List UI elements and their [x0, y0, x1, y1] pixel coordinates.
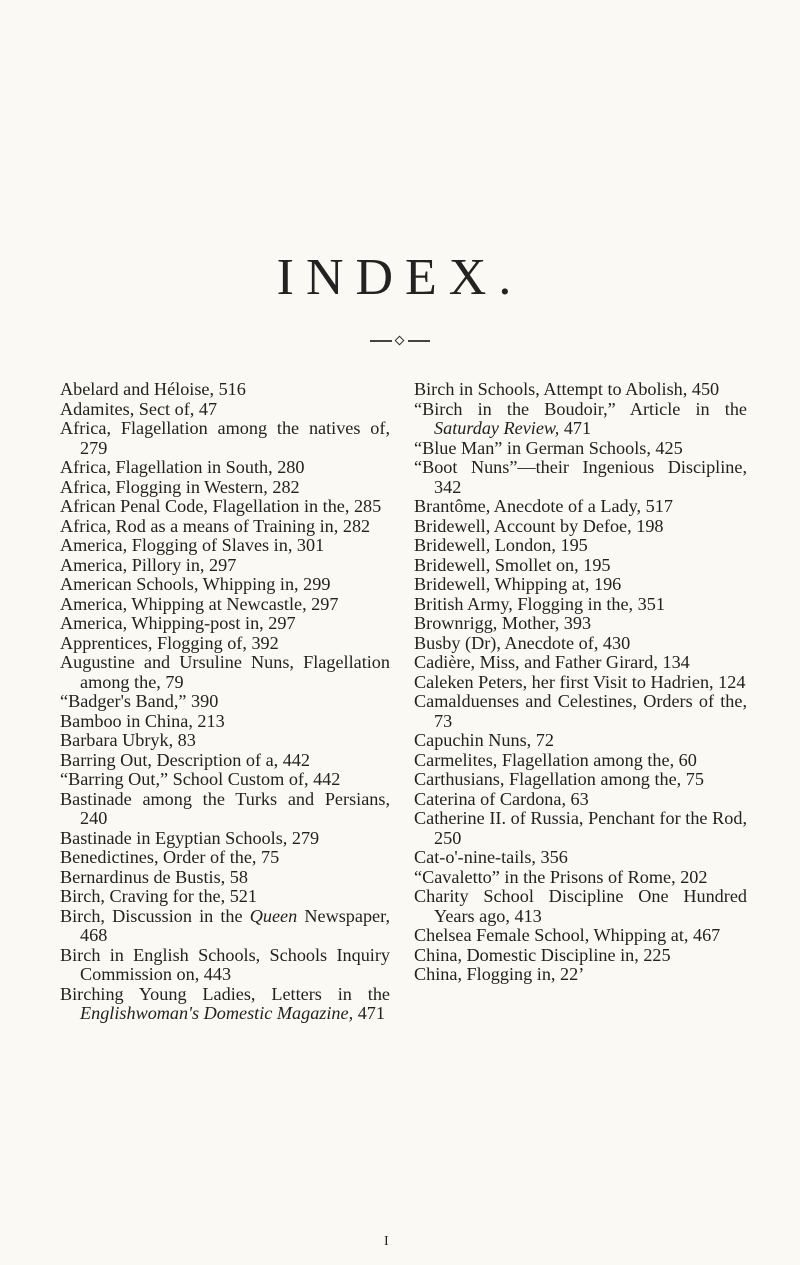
entry-text: Birch, Discussion in the: [60, 905, 250, 926]
index-entry: Augustine and Ursuline Nuns, Flagellation among the, 79: [60, 652, 390, 692]
index-column-left: [60, 380, 390, 1024]
index-entry: British Army, Flogging in the, 351: [414, 593, 665, 614]
entry-page-ref: 471: [559, 418, 592, 438]
index-entry: [60, 907, 390, 946]
index-entry: Bridewell, Smollet on, 195: [414, 554, 611, 575]
page-title: INDEX.: [276, 249, 524, 306]
index-entry: African Penal Code, Flagellation in the, 285: [60, 496, 382, 516]
index-entry: Chelsea Female School, Whipping at, 467: [414, 925, 721, 945]
index-entry: Catherine II. of Russia, Penchant for the Rod, 250: [414, 808, 747, 848]
index-entry: Bamboo in China, 213: [60, 710, 225, 731]
index-entry: America, Whipping-post in, 297: [60, 613, 296, 633]
entry-page-ref: 471: [353, 1003, 385, 1023]
index-entry: Bridewell, Account by Defoe, 198: [414, 515, 664, 536]
index-entry: Caterina of Cardona, 63: [414, 788, 589, 809]
index-entry: Busby (Dr), Anecdote of, 430: [414, 632, 631, 653]
index-entry: Cadière, Miss, and Father Girard, 134: [414, 652, 690, 672]
index-entry: Africa, Flogging in Western, 282: [60, 476, 300, 497]
index-entry: Africa, Rod as a means of Training in, 282: [60, 515, 371, 536]
index-entry: Africa, Flagellation among the natives of, 279: [60, 418, 390, 458]
index-entry: Carmelites, Flagellation among the, 60: [414, 749, 697, 770]
index-entry: Benedictines, Order of the, 75: [60, 847, 280, 867]
index-entry: “Boot Nuns”—their Ingenious Discipline, 342: [414, 457, 747, 497]
ornament-diamond-icon: [395, 336, 405, 346]
index-entry: Birch in English Schools, Schools Inquiry Commission on, 443: [60, 944, 390, 984]
entry-text: Birching Young Ladies, Letters in the: [60, 983, 390, 1004]
index-entry: Barring Out, Description of a, 442: [60, 749, 311, 770]
ornament-rule-right: [408, 340, 430, 342]
index-entry: “Blue Man” in German Schools, 425: [414, 437, 683, 458]
index-entry: Bernardinus de Bustis, 58: [60, 866, 248, 887]
index-entry: America, Whipping at Newcastle, 297: [60, 593, 339, 614]
index-entry: Bridewell, London, 195: [414, 535, 588, 555]
entry-publication-title: Englishwoman's Domestic Magazine,: [80, 1003, 354, 1023]
entry-publication-title: Queen: [249, 905, 298, 926]
index-entry: Africa, Flagellation in South, 280: [60, 457, 305, 477]
index-entry: Cat-o'-nine-tails, 356: [414, 847, 568, 867]
index-entry: Bridewell, Whipping at, 196: [414, 574, 622, 594]
index-entry: America, Pillory in, 297: [60, 554, 237, 575]
index-entry: Charity School Discipline One Hundred Years ago, 413: [414, 886, 747, 926]
index-entry: Brownrigg, Mother, 393: [414, 613, 592, 633]
index-entry: “Barring Out,” School Custom of, 442: [60, 769, 341, 789]
index-entry: [414, 400, 747, 439]
ornament-rule-left: [370, 340, 392, 342]
index-entry: Camalduenses and Celestines, Orders of the, 73: [414, 691, 747, 731]
index-entry: Bastinade in Egyptian Schools, 279: [60, 827, 320, 848]
index-entry: “Cavaletto” in the Prisons of Rome, 202: [414, 866, 708, 887]
title-ornament: [370, 336, 430, 346]
entry-publication-title: Saturday Review,: [434, 418, 560, 438]
index-entry: Barbara Ubryk, 83: [60, 730, 196, 750]
index-entry: [60, 985, 390, 1024]
entry-text: “Birch in the Boudoir,” Article in the: [414, 398, 747, 419]
index-entry: Bastinade among the Turks and Persians, 240: [60, 788, 390, 828]
index-entry: American Schools, Whipping in, 299: [60, 574, 331, 594]
index-entry: Abelard and Héloise, 516: [60, 379, 246, 399]
index-entry: Caleken Peters, her first Visit to Hadrien, 124: [414, 671, 746, 692]
index-entry: Apprentices, Flogging of, 392: [60, 632, 279, 653]
index-entry: America, Flogging of Slaves in, 301: [60, 535, 325, 555]
index-column-right: [414, 380, 747, 985]
index-entry: Adamites, Sect of, 47: [60, 398, 218, 419]
index-entry: Birch in Schools, Attempt to Abolish, 450: [414, 379, 720, 399]
index-entry: Brantôme, Anecdote of a Lady, 517: [414, 496, 673, 516]
index-entry: “Badger's Band,” 390: [60, 691, 219, 711]
signature-mark: I: [384, 1234, 389, 1249]
index-entry: Birch, Craving for the, 521: [60, 886, 257, 906]
index-entry: China, Domestic Discipline in, 225: [414, 944, 671, 965]
index-entry: China, Flogging in, 22’: [414, 964, 585, 984]
index-entry: Carthusians, Flagellation among the, 75: [414, 769, 704, 789]
entry-page-ref: Newspaper, 468: [80, 905, 390, 945]
index-entry: Capuchin Nuns, 72: [414, 730, 554, 750]
